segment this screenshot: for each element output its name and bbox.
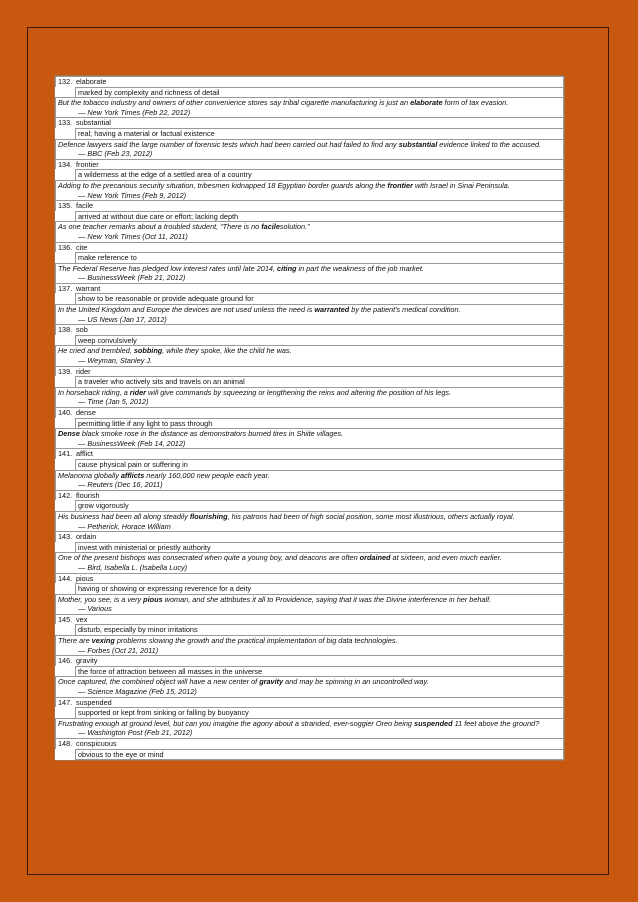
example-text-before: But the tobacco industry and owners of other convenience stores say tribal cigarette manufacturing is just an [58, 98, 411, 108]
example-highlight-word: rider [129, 387, 147, 397]
entry-word: ordain [76, 532, 97, 542]
example-text-before: His business had been all along steadily [58, 511, 190, 521]
example-highlight-word: facile [261, 222, 280, 232]
example-highlight-word: citing [277, 263, 297, 273]
entry-example [55, 387, 564, 407]
entry-header [55, 117, 564, 128]
example-text-after: , his patrons had been of high social position, some most illustrious, others actually royal. [227, 511, 515, 521]
example-text-after: with Israel in Sinai Peninsula. [412, 180, 510, 190]
example-highlight-word: Dense [58, 429, 80, 439]
example-sentence [58, 264, 563, 274]
example-source: — Science Magazine (Feb 15, 2012) [78, 687, 197, 697]
example-sentence [58, 636, 563, 646]
entry-definition: obvious to the eye or mind [75, 749, 564, 761]
entry-number: 147. [58, 697, 73, 707]
example-source: — Weyman, Stanley J. [78, 356, 153, 366]
example-highlight-word: warranted [314, 305, 350, 315]
entry-example [55, 718, 564, 738]
example-sentence [58, 346, 563, 356]
entry-word: suspended [76, 697, 112, 707]
entry-definition: grow vigorously [75, 500, 564, 511]
entry-example [55, 345, 564, 365]
example-text-before: Frustrating enough at ground level, but can you imagine the agony about a stranded, ever-soggier Oreo being [58, 718, 415, 728]
entry-header [55, 200, 564, 211]
entry-word: conspicuous [76, 739, 117, 748]
entry-number: 148. [58, 739, 73, 748]
entry-word: flourish [76, 490, 100, 500]
entry-definition: a traveler who actively sits and travels on an animal [75, 376, 564, 387]
example-text-before: Adding to the precarious security situation, tribesmen kidnapped 18 Egyptian border guards along the [58, 180, 388, 190]
example-text-before: In the United Kingdom and Europe the devices are not used unless the need is [58, 305, 315, 315]
entry-number: 133. [58, 118, 73, 128]
example-sentence [58, 305, 563, 315]
entry-header [55, 614, 564, 625]
example-source: — New York Times (Oct 11, 2011) [78, 231, 188, 241]
entry-header [55, 531, 564, 542]
entry-number: 136. [58, 242, 73, 252]
entry-header [55, 324, 564, 335]
entry-definition: the force of attraction between all masses in the universe [75, 666, 564, 677]
entry-definition: supported or kept from sinking or falling by buoyancy [75, 707, 564, 718]
entry-number: 146. [58, 656, 73, 666]
example-text-before: The Federal Reserve has pledged low interest rates until late 2014, [58, 263, 278, 273]
entry-number: 132. [58, 77, 73, 86]
example-highlight-word: frontier [387, 180, 413, 190]
entry-definition: arrived at without due care or effort; lacking depth [75, 211, 564, 222]
example-text-after: in part the weakness of the job market. [296, 263, 424, 273]
entry-number: 135. [58, 201, 73, 211]
entry-header [55, 283, 564, 294]
example-text-after: evidence linked to the accused. [437, 139, 542, 149]
example-text-after: woman, and she attributes it all to Providence, saying that it was the Divine interference in her behalf. [162, 594, 492, 604]
example-sentence [58, 471, 563, 481]
example-highlight-word: suspended [414, 718, 453, 728]
entry-word: pious [76, 573, 94, 583]
entry-header [55, 407, 564, 418]
example-source: — Petherick, Horace William [78, 521, 171, 531]
example-sentence [58, 719, 563, 729]
example-sentence [58, 98, 563, 108]
entry-header [55, 697, 564, 708]
example-text-after: and may be spinning in an uncontrolled way. [283, 677, 429, 687]
entry-example [55, 511, 564, 531]
example-text-before: Once captured, the combined object will have a new center of [58, 677, 260, 687]
entry-definition: show to be reasonable or provide adequate ground for [75, 293, 564, 304]
example-text-before: There are [58, 636, 92, 646]
entry-header [55, 76, 564, 87]
entry-word: substantial [76, 118, 111, 128]
entry-number: 145. [58, 614, 73, 624]
entry-header [55, 490, 564, 501]
example-text-before: Melanoma globally [58, 470, 121, 480]
example-text-after: problems slowing the growth and the practical implementation of big data technologies. [114, 636, 398, 646]
entry-number: 142. [58, 490, 73, 500]
example-highlight-word: sobbing [133, 346, 163, 356]
entry-word: rider [76, 366, 91, 376]
entry-example [55, 263, 564, 283]
entry-header [55, 242, 564, 253]
example-text-after: black smoke rose in the distance as demonstrators burned tires in Shiite villages. [79, 429, 344, 439]
entry-word: cite [76, 242, 88, 252]
entry-example [55, 97, 564, 117]
example-source: — New York Times (Feb 22, 2012) [78, 107, 191, 117]
entry-example [55, 139, 564, 159]
entry-header [55, 448, 564, 459]
entry-definition: invest with ministerial or priestly authority [75, 542, 564, 553]
entry-header [55, 738, 564, 749]
example-text-after: at sixteen, and even much earlier. [390, 553, 502, 563]
entry-word: elaborate [76, 77, 107, 86]
example-highlight-word: ordained [359, 553, 391, 563]
entry-definition: permitting little if any light to pass through [75, 418, 564, 429]
entry-number: 141. [58, 449, 73, 459]
example-source: — Reuters (Dec 16, 2011) [78, 480, 163, 490]
example-text-before: One of the present bishops was consecrated when quite a young boy, and deacons are often [58, 553, 360, 563]
entry-number: 134. [58, 159, 73, 169]
example-sentence [58, 388, 563, 398]
example-text-after: will give commands by squeezing or lengthening the reins and altering the position of his legs. [146, 387, 452, 397]
entry-number: 138. [58, 325, 73, 335]
entry-example [55, 635, 564, 655]
entry-number: 139. [58, 366, 73, 376]
entry-example [55, 470, 564, 490]
entry-number: 140. [58, 408, 73, 417]
entry-definition: cause physical pain or suffering in [75, 459, 564, 470]
example-text-before: He cried and trembled, [58, 346, 134, 356]
entry-word: facile [76, 201, 94, 211]
example-source: — US News (Jan 17, 2012) [78, 314, 167, 324]
entry-definition: disturb, especially by minor irritations [75, 624, 564, 635]
entry-definition: weep convulsively [75, 335, 564, 346]
entry-example [55, 221, 564, 241]
entry-header [55, 573, 564, 584]
example-highlight-word: flourishing [189, 511, 228, 521]
example-sentence [58, 140, 563, 150]
example-sentence [58, 429, 563, 439]
entry-word: frontier [76, 159, 99, 169]
example-text-before: Defence lawyers said the large number of forensic tests which had been carried out had failed to find any [58, 139, 399, 149]
example-text-before: In horseback riding, a [58, 387, 130, 397]
entry-definition: a wilderness at the edge of a settled area of a country [75, 169, 564, 180]
entry-definition: having or showing or expressing reverence for a deity [75, 583, 564, 594]
example-source: — BusinessWeek (Feb 14, 2012) [78, 438, 186, 448]
entry-example [55, 304, 564, 324]
entry-definition: marked by complexity and richness of detail [75, 87, 564, 98]
example-sentence [58, 553, 563, 563]
entry-example [55, 428, 564, 448]
entry-example [55, 676, 564, 696]
example-source: — Various [78, 604, 112, 614]
entry-word: warrant [76, 283, 101, 293]
example-sentence [58, 595, 563, 605]
example-highlight-word: gravity [259, 677, 284, 687]
entry-word: sob [76, 325, 88, 335]
entry-definition: make reference to [75, 252, 564, 263]
entry-example [55, 594, 564, 614]
example-text-before: Mother, you see, is a very [58, 594, 144, 604]
example-source: — BBC (Feb 23, 2012) [78, 149, 153, 159]
example-highlight-word: pious [143, 594, 163, 604]
example-highlight-word: elaborate [410, 98, 443, 108]
example-sentence [58, 512, 563, 522]
entry-word: gravity [76, 656, 98, 666]
entry-number: 143. [58, 532, 73, 542]
example-source: — Forbes (Oct 21, 2011) [78, 645, 159, 655]
example-text-after: by the patient's medical condition. [349, 305, 461, 315]
example-source: — Time (Jan 5, 2012) [78, 397, 149, 407]
entry-word: dense [76, 408, 96, 417]
example-sentence [58, 677, 563, 687]
entry-header [55, 159, 564, 170]
entry-example [55, 180, 564, 200]
example-source: — New York Times (Feb 9, 2012) [78, 190, 187, 200]
example-highlight-word: vexing [91, 636, 115, 646]
example-sentence [58, 181, 563, 191]
example-text-after: form of tax evasion. [442, 98, 509, 108]
entry-word: vex [76, 614, 88, 624]
entry-number: 144. [58, 573, 73, 583]
entry-example [55, 552, 564, 572]
entry-word: afflict [76, 449, 93, 459]
example-text-before: As one teacher remarks about a troubled student, “There is no [58, 222, 262, 232]
example-text-after: nearly 160,000 new people each year. [144, 470, 270, 480]
entry-definition: real; having a material or factual existence [75, 128, 564, 139]
example-source: — Washington Post (Feb 21, 2012) [78, 728, 193, 738]
example-highlight-word: afflicts [120, 470, 145, 480]
vocabulary-list [55, 76, 564, 760]
example-text-after: 11 feet above the ground? [452, 718, 540, 728]
example-highlight-word: substantial [398, 139, 438, 149]
example-source: — Bird, Isabella L. (Isabella Lucy) [78, 562, 188, 572]
example-text-after: solution.” [279, 222, 310, 232]
entry-number: 137. [58, 283, 73, 293]
example-source: — BusinessWeek (Feb 21, 2012) [78, 273, 186, 283]
example-text-after: , while they spoke, like the child he was. [162, 346, 292, 356]
entry-header [55, 655, 564, 666]
example-sentence [58, 222, 563, 232]
entry-header [55, 366, 564, 377]
